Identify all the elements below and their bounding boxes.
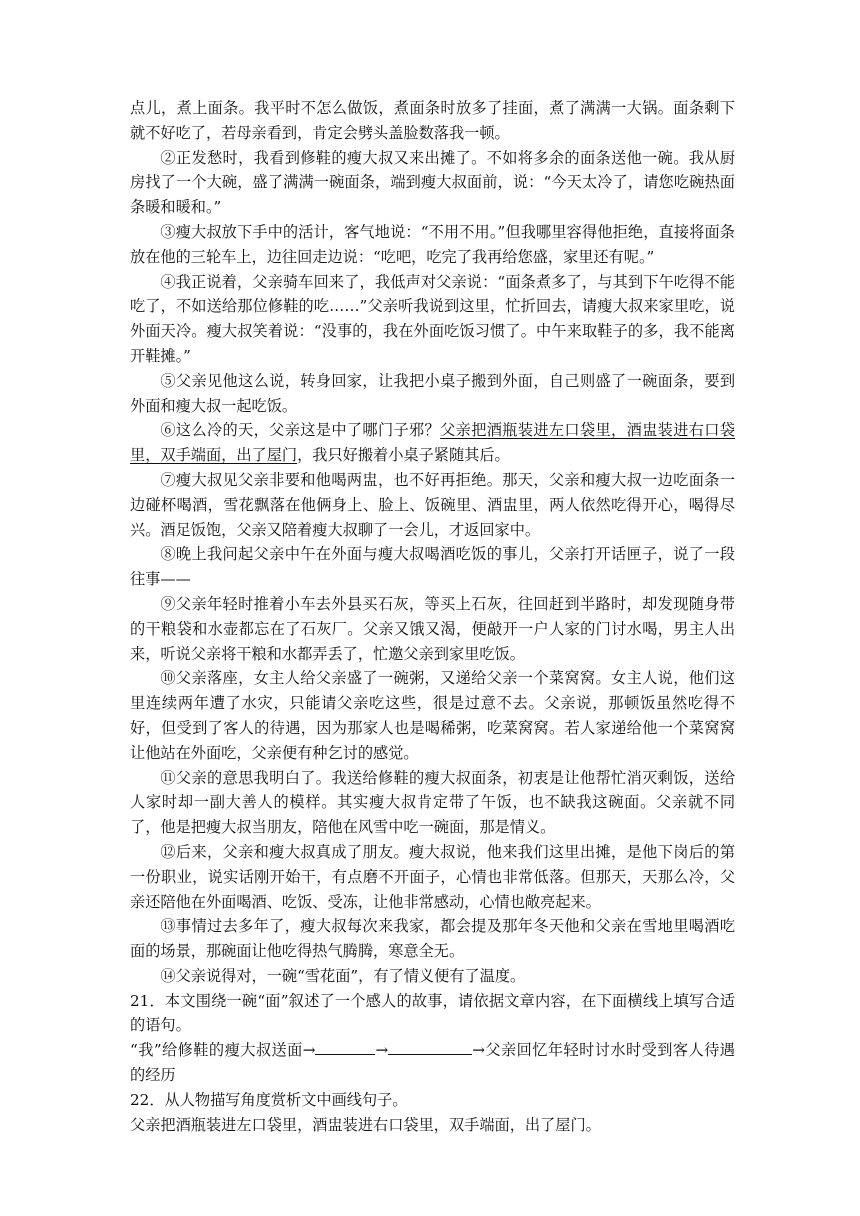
sequence-end: →父亲回忆年轻时讨水时受到客人待遇的经历 bbox=[130, 1041, 735, 1085]
underlined-sentence: 父亲把酒瓶装进左口袋里，酒盅装进右口袋里，双手端面，出了屋门 bbox=[130, 421, 736, 465]
paragraph-6-lead: ⑥这么冷的天，父亲这是中了哪门子邪？ bbox=[160, 421, 441, 440]
paragraph-9: ⑨父亲年轻时推着小车去外县买石灰，等买上石灰，往回赶到半路时，却发现随身带的干粮袋和水壶都忘在了石灰厂。父亲又饿又渴，便敲开一户人家的门讨水喝，男主人出来，听说父亲将干粮和水都弄丢了，忙邀父亲到家里吃饭。 bbox=[130, 594, 735, 663]
document-page bbox=[130, 96, 735, 1137]
paragraph-8: ⑧晚上我问起父亲中午在外面与瘦大叔喝酒吃饭的事儿，父亲打开话匣子，说了一段往事—— bbox=[130, 545, 735, 589]
paragraph-12: ⑫后来，父亲和瘦大叔真成了朋友。瘦大叔说，他来我们这里出摊，是他下岗后的第一份职业，说实话刚开始干，有点磨不开面子，心情也非常低落。但那天，天那么冷，父亲还陪他在外面喝酒、吃饭、受冻，让他非常感动，心情也敞亮起来。 bbox=[130, 842, 735, 911]
sequence-arrow: → bbox=[375, 1041, 389, 1060]
paragraph-1-continued: 点儿，煮上面条。我平时不怎么做饭，煮面条时放多了挂面，煮了满满一大锅。面条剩下就不好吃了，若母亲看到，肯定会劈头盖脸数落我一顿。 bbox=[130, 99, 735, 142]
answer-blank-1[interactable] bbox=[315, 1040, 375, 1055]
paragraph-7: ⑦瘦大叔见父亲非要和他喝两盅，也不好再拒绝。那天，父亲和瘦大叔一边吃面条一边碰杯喝酒，雪花飘落在他俩身上、脸上、饭碗里、酒盅里，两人依然吃得开心，喝得尽兴。酒足饭饱，父亲又陪着瘦大叔聊了一会儿，才返回家中。 bbox=[130, 470, 735, 539]
paragraph-11: ⑪父亲的意思我明白了。我送给修鞋的瘦大叔面条，初衷是让他帮忙消灭剩饭，送给人家时却一副大善人的模样。其实瘦大叔肯定带了午饭，也不缺我这碗面。父亲就不同了，他是把瘦大叔当朋友，陪他在风雪中吃一碗面，那是情义。 bbox=[130, 768, 735, 837]
paragraph-13: ⑬事情过去多年了，瘦大叔每次来我家，都会提及那年冬天他和父亲在雪地里喝酒吃面的场景，那碗面让他吃得热气腾腾，寒意全无。 bbox=[130, 917, 735, 961]
paragraph-4: ④我正说着，父亲骑车回来了，我低声对父亲说：“面条煮多了，与其到下午吃得不能吃了，不如送给那位修鞋的吃……”父亲听我说到这里，忙折回去，请瘦大叔来家里吃，说外面天冷。瘦大叔笑着说：“没事的，我在外面吃饭习惯了。中午来取鞋子的多，我不能离开鞋摊。” bbox=[130, 272, 735, 365]
paragraph-6-tail: ，我只好搬着小桌子紧随其后。 bbox=[297, 446, 510, 465]
question-21-prompt: 21．本文围绕一碗“面”叙述了一个感人的故事，请依据文章内容，在下面横线上填写合适的语句。 bbox=[130, 991, 735, 1035]
paragraph-3: ③瘦大叔放下手中的活计，客气地说：“不用不用。”但我哪里容得他拒绝，直接将面条放在他的三轮车上，边往回走边说：“吃吧，吃完了我再给您盛，家里还有呢。” bbox=[130, 222, 735, 266]
sequence-start: “我”给修鞋的瘦大叔送面→ bbox=[130, 1041, 316, 1060]
question-22-quote: 父亲把酒瓶装进左口袋里，酒盅装进右口袋里，双手端面，出了屋门。 bbox=[130, 1115, 601, 1134]
question-22-prompt: 22．从人物描写角度赏析文中画线句子。 bbox=[130, 1090, 408, 1109]
paragraph-6 bbox=[130, 418, 735, 468]
paragraph-14: ⑭父亲说得对，一碗“雪花面”，有了情义便有了温度。 bbox=[160, 966, 526, 985]
question-21-sequence bbox=[130, 1038, 735, 1088]
answer-blank-2[interactable] bbox=[388, 1040, 472, 1055]
paragraph-10: ⑩父亲落座，女主人给父亲盛了一碗粥，又递给父亲一个菜窝窝。女主人说，他们这里连续两年遭了水灾，只能请父亲吃这些，很是过意不去。父亲说，那顿饭虽然吃得不好，但受到了客人的待遇，因为那家人也是喝稀粥，吃菜窝窝。若人家递给他一个菜窝窝让他站在外面吃，父亲便有种乞讨的感觉。 bbox=[130, 669, 735, 762]
paragraph-5: ⑤父亲见他这么说，转身回家，让我把小桌子搬到外面，自己则盛了一碗面条，要到外面和瘦大叔一起吃饭。 bbox=[130, 371, 735, 415]
paragraph-2: ②正发愁时，我看到修鞋的瘦大叔又来出摊了。不如将多余的面条送他一碗。我从厨房找了一个大碗，盛了满满一碗面条，端到瘦大叔面前，说：“今天太冷了，请您吃碗热面条暖和暖和。” bbox=[130, 148, 735, 217]
